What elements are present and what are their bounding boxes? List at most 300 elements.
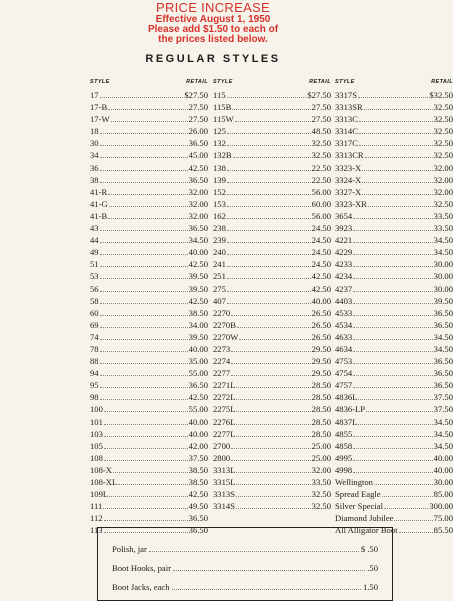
style-number: 115B (213, 102, 232, 113)
style-number: 53 (90, 271, 99, 282)
retail-price: 30.00 (433, 259, 453, 270)
price-row (213, 258, 331, 270)
style-number: 3317C (335, 138, 358, 149)
price-row (335, 283, 453, 295)
style-number: 18 (90, 126, 99, 137)
retail-price: $27.50 (184, 90, 208, 100)
column-header (213, 79, 331, 89)
style-number: 153 (213, 198, 226, 209)
style-number: 4858 (335, 440, 353, 451)
notice-line-2: Please add $1.50 to each of (147, 24, 279, 35)
style-number: 109L (90, 489, 109, 500)
price-row (90, 270, 208, 282)
price-row (90, 283, 208, 295)
retail-price: 42.50 (311, 283, 331, 294)
retail-price: 29.50 (311, 343, 331, 354)
retail-price: 36.50 (433, 380, 453, 391)
style-number: 3324-X (335, 174, 362, 185)
price-row (90, 500, 208, 512)
retail-price: 36.50 (433, 368, 453, 379)
retail-price: 28.50 (311, 380, 331, 391)
retail-price: 36.50 (188, 138, 208, 149)
retail-price: 26.50 (311, 307, 331, 318)
price-row (335, 137, 453, 149)
retail-price: 32.50 (433, 138, 453, 149)
retail-price: 32.50 (311, 501, 331, 512)
price-row (213, 162, 331, 174)
retail-price: 32.50 (311, 138, 331, 149)
style-number: 138 (213, 162, 226, 173)
style-number: 108-XL (90, 477, 118, 487)
style-number: 4634 (335, 343, 353, 354)
retail-price: 40.00 (433, 452, 453, 463)
retail-price: 38.50 (188, 464, 208, 475)
price-row (335, 258, 453, 270)
retail-price: 38.50 (188, 477, 208, 487)
accessory-label: Boot Jacks, each (112, 582, 170, 592)
price-row (90, 464, 208, 476)
style-number: 38 (90, 174, 99, 185)
price-row (335, 210, 453, 222)
price-row (90, 295, 208, 307)
retail-price: 33.50 (433, 223, 453, 234)
retail-price: 28.50 (311, 404, 331, 415)
price-row (90, 391, 208, 403)
price-row (213, 379, 331, 391)
style-number: Spread Eagle (335, 489, 381, 500)
accessories-box (97, 527, 393, 601)
price-row (335, 125, 453, 137)
retail-price: 37.50 (188, 452, 208, 463)
style-number: 4233 (335, 259, 353, 270)
price-row (335, 355, 453, 367)
price-row (213, 403, 331, 415)
style-number: 2270W (213, 331, 239, 342)
retail-price: 34.50 (433, 416, 453, 427)
price-row (213, 367, 331, 379)
price-row (335, 186, 453, 198)
retail-header: RETAIL (309, 79, 331, 85)
retail-price: 48.50 (311, 126, 331, 137)
retail-price: 60.00 (311, 198, 331, 209)
price-row (213, 101, 331, 113)
price-row (213, 343, 331, 355)
style-number: 41-R (90, 186, 108, 197)
retail-price: 24.50 (311, 235, 331, 246)
style-number: 43 (90, 223, 99, 234)
retail-price: 32.50 (433, 150, 453, 161)
style-number: 3654 (335, 210, 353, 221)
style-number: 108-X (90, 464, 112, 475)
style-number: 36 (90, 162, 99, 173)
notice-effective-date: Effective August 1, 1950 (155, 14, 271, 25)
retail-price: 30.00 (433, 271, 453, 282)
price-row (90, 488, 208, 500)
retail-price: 34.50 (433, 235, 453, 246)
style-number: All Alligator Boot (335, 525, 398, 536)
style-number: Silver Special (335, 501, 383, 512)
retail-price: 34.50 (188, 235, 208, 246)
style-number: 51 (90, 259, 99, 270)
style-number: 4633 (335, 331, 353, 342)
retail-price: 24.50 (311, 247, 331, 258)
retail-price: $32.50 (429, 90, 453, 100)
style-number: 240 (213, 247, 226, 258)
price-row (90, 137, 208, 149)
retail-price: 39.50 (188, 331, 208, 342)
price-row (90, 222, 208, 234)
price-row (213, 210, 331, 222)
price-row (90, 89, 208, 101)
price-row (335, 403, 453, 415)
retail-price: 42.50 (311, 271, 331, 282)
price-row (213, 500, 331, 512)
style-number: 139 (213, 174, 226, 185)
style-number: 3314S (213, 501, 235, 512)
style-number: 125 (213, 126, 226, 137)
style-number: 41-G (90, 198, 108, 209)
price-row (213, 464, 331, 476)
retail-price: 33.50 (433, 210, 453, 221)
style-number: 4234 (335, 271, 353, 282)
retail-price: 34.50 (433, 343, 453, 354)
style-number: 3313S (213, 489, 235, 500)
style-number: 4757 (335, 380, 353, 391)
retail-price: 40.00 (311, 295, 331, 306)
price-row (335, 428, 453, 440)
retail-price: 32.00 (311, 464, 331, 475)
price-row (335, 319, 453, 331)
style-number: 111 (90, 501, 103, 512)
style-number: 30 (90, 138, 99, 149)
price-row (90, 113, 208, 125)
retail-price: 45.00 (188, 150, 208, 161)
retail-price: 24.50 (311, 223, 331, 234)
style-number: 56 (90, 283, 99, 294)
price-row (90, 416, 208, 428)
price-row (213, 198, 331, 210)
retail-price: 27.50 (311, 114, 331, 125)
price-row (335, 234, 453, 246)
retail-price: 36.50 (433, 356, 453, 367)
retail-price: 36.50 (433, 307, 453, 318)
price-row (90, 210, 208, 222)
retail-price: 40.00 (188, 428, 208, 439)
price-row (335, 149, 453, 161)
price-row (213, 113, 331, 125)
style-number: 3323-X (335, 162, 362, 173)
style-number: 2277L (213, 428, 236, 439)
retail-price: 40.00 (433, 464, 453, 475)
style-number: 3314C (335, 126, 358, 137)
price-column-1 (90, 79, 208, 536)
style-header: STYLE (213, 79, 233, 85)
style-number: 4229 (335, 247, 353, 258)
price-row (335, 440, 453, 452)
price-row (90, 319, 208, 331)
retail-price: 27.50 (188, 102, 208, 113)
retail-price: 42.50 (188, 392, 208, 403)
retail-price: 42.50 (188, 259, 208, 270)
retail-price: 27.50 (311, 102, 331, 113)
style-number: 3315L (213, 477, 236, 487)
style-number: 4753 (335, 356, 353, 367)
style-number: 108 (90, 452, 103, 463)
price-row (90, 343, 208, 355)
style-number: 239 (213, 235, 226, 246)
price-row (213, 222, 331, 234)
price-row (90, 367, 208, 379)
style-number: 4237 (335, 283, 353, 294)
retail-price: 32.00 (433, 174, 453, 185)
retail-price: 32.50 (433, 126, 453, 137)
retail-price: 34.50 (433, 331, 453, 342)
retail-price: 24.50 (311, 259, 331, 270)
retail-price: 55.00 (188, 404, 208, 415)
price-row (90, 101, 208, 113)
price-row (213, 137, 331, 149)
price-row (335, 416, 453, 428)
notice-title: PRICE INCREASE (155, 0, 270, 15)
retail-price: 32.00 (188, 198, 208, 209)
price-row (90, 246, 208, 258)
price-row (213, 476, 331, 488)
style-number: 241 (213, 259, 226, 270)
retail-header: RETAIL (431, 79, 453, 85)
price-row (90, 355, 208, 367)
style-number: 115 (213, 90, 226, 100)
retail-price: 37.50 (433, 392, 453, 403)
price-column-2 (213, 79, 331, 512)
style-number: 238 (213, 223, 226, 234)
price-row (213, 186, 331, 198)
style-number: 4221 (335, 235, 353, 246)
retail-price: 32.00 (188, 186, 208, 197)
retail-price: 40.00 (188, 343, 208, 354)
retail-price: 32.50 (433, 198, 453, 209)
style-number: 4855 (335, 428, 353, 439)
price-row (335, 331, 453, 343)
price-row (213, 246, 331, 258)
price-increase-notice (0, 0, 426, 45)
price-row (90, 258, 208, 270)
style-header: STYLE (90, 79, 110, 85)
price-row (335, 113, 453, 125)
price-row (335, 476, 453, 488)
retail-price: 36.50 (188, 380, 208, 391)
style-number: 4995 (335, 452, 353, 463)
price-row (213, 440, 331, 452)
price-row (213, 295, 331, 307)
retail-price: 39.50 (188, 271, 208, 282)
style-number: 4403 (335, 295, 353, 306)
price-row (213, 391, 331, 403)
style-number: 101 (90, 416, 103, 427)
style-number: 3323-XR (335, 198, 367, 209)
style-number: 17 (90, 90, 99, 100)
price-row (335, 488, 453, 500)
style-number: 4998 (335, 464, 353, 475)
retail-price: 34.50 (433, 247, 453, 258)
retail-price: 38.50 (188, 307, 208, 318)
retail-price: 26.00 (188, 126, 208, 137)
price-row (90, 174, 208, 186)
price-row (335, 512, 453, 524)
retail-price: 35.00 (188, 356, 208, 367)
price-row (90, 452, 208, 464)
retail-price: 34.00 (188, 319, 208, 330)
price-row (335, 174, 453, 186)
style-number: 2275L (213, 404, 236, 415)
style-number: 4836-LP (335, 404, 366, 415)
retail-price: 27.50 (188, 114, 208, 125)
price-row (213, 270, 331, 282)
style-number: 3313SR (335, 102, 363, 113)
price-row (213, 89, 331, 101)
style-number: 4534 (335, 319, 353, 330)
price-row (213, 428, 331, 440)
price-row (335, 198, 453, 210)
style-number: 105 (90, 440, 103, 451)
retail-price: 49.50 (188, 501, 208, 512)
retail-price: 29.50 (311, 368, 331, 379)
retail-price: 55.00 (188, 368, 208, 379)
retail-price: 42.00 (188, 440, 208, 451)
style-number: 2270B (213, 319, 236, 330)
style-number: 3923 (335, 223, 353, 234)
accessory-price: .50 (367, 563, 378, 573)
retail-price: 34.50 (433, 428, 453, 439)
accessory-row (112, 543, 378, 555)
price-row (335, 464, 453, 476)
style-number: 2277 (213, 368, 231, 379)
price-row (335, 367, 453, 379)
price-row (213, 174, 331, 186)
price-row (213, 149, 331, 161)
retail-price: 42.50 (188, 489, 208, 500)
retail-price: 39.50 (188, 283, 208, 294)
price-row (213, 283, 331, 295)
style-number: 17-W (90, 114, 110, 125)
style-number: 3327-X (335, 186, 362, 197)
retail-price: 85.00 (433, 489, 453, 500)
retail-price: 30.00 (433, 283, 453, 294)
retail-price: 56.00 (311, 210, 331, 221)
price-row (213, 452, 331, 464)
style-number: 2700 (213, 440, 231, 451)
retail-price: 26.50 (311, 319, 331, 330)
retail-price: 36.50 (433, 319, 453, 330)
style-number: 2271L (213, 380, 236, 391)
style-number: 113 (90, 525, 103, 536)
style-number: 69 (90, 319, 99, 330)
retail-price: 75.00 (433, 513, 453, 524)
style-number: 41-B (90, 210, 108, 221)
price-row (213, 125, 331, 137)
price-row (213, 319, 331, 331)
price-row (213, 355, 331, 367)
price-row (90, 379, 208, 391)
price-row (90, 162, 208, 174)
price-row (90, 149, 208, 161)
style-number: 103 (90, 428, 103, 439)
column-header (335, 79, 453, 89)
retail-price: 33.50 (311, 477, 331, 487)
retail-price: 22.50 (311, 162, 331, 173)
style-number: 100 (90, 404, 103, 415)
style-number: 34 (90, 150, 99, 161)
retail-price: 36.50 (188, 223, 208, 234)
price-column-3 (335, 79, 453, 536)
retail-price: 39.50 (433, 295, 453, 306)
retail-price: 29.50 (311, 356, 331, 367)
price-row (335, 101, 453, 113)
style-number: 275 (213, 283, 226, 294)
accessory-row (112, 581, 378, 593)
retail-price: 34.50 (433, 440, 453, 451)
style-number: 2800 (213, 452, 231, 463)
style-number: 94 (90, 368, 99, 379)
style-number: 407 (213, 295, 226, 306)
price-row (90, 198, 208, 210)
style-number: Wellington (335, 477, 373, 487)
style-number: 4754 (335, 368, 353, 379)
style-number: Diamond Jubilee (335, 513, 394, 524)
retail-price: 40.00 (188, 416, 208, 427)
price-row (213, 331, 331, 343)
price-row (90, 234, 208, 246)
style-number: 4836L (335, 392, 358, 403)
style-number: 2273 (213, 343, 231, 354)
price-row (90, 125, 208, 137)
retail-price: 32.00 (433, 186, 453, 197)
retail-price: 26.50 (311, 331, 331, 342)
accessory-price: 1.50 (362, 582, 378, 592)
accessory-row (112, 562, 378, 574)
price-row (335, 162, 453, 174)
retail-price: 32.50 (433, 114, 453, 125)
retail-price: 25.00 (311, 452, 331, 463)
price-row (335, 295, 453, 307)
retail-price: 28.50 (311, 392, 331, 403)
price-row (90, 476, 208, 488)
retail-price: 36.50 (188, 174, 208, 185)
style-number: 17-B (90, 102, 108, 113)
style-number: 152 (213, 186, 226, 197)
style-number: 49 (90, 247, 99, 258)
retail-price: 56.00 (311, 186, 331, 197)
price-row (335, 500, 453, 512)
style-number: 3313CR (335, 150, 364, 161)
retail-price: 30.00 (433, 477, 453, 487)
style-number: 132B (213, 150, 232, 161)
style-number: 95 (90, 380, 99, 391)
retail-header: RETAIL (186, 79, 208, 85)
price-row (213, 234, 331, 246)
section-heading: REGULAR STYLES (145, 53, 281, 65)
style-number: 162 (213, 210, 226, 221)
accessory-label: Polish, jar (112, 544, 147, 554)
style-number: 132 (213, 138, 226, 149)
accessory-price: $ .50 (360, 544, 378, 554)
price-row (90, 331, 208, 343)
price-row (90, 512, 208, 524)
retail-price: 36.50 (188, 513, 208, 524)
retail-price: 42.50 (188, 162, 208, 173)
retail-price: 32.50 (433, 102, 453, 113)
column-header (90, 79, 208, 89)
price-row (335, 307, 453, 319)
